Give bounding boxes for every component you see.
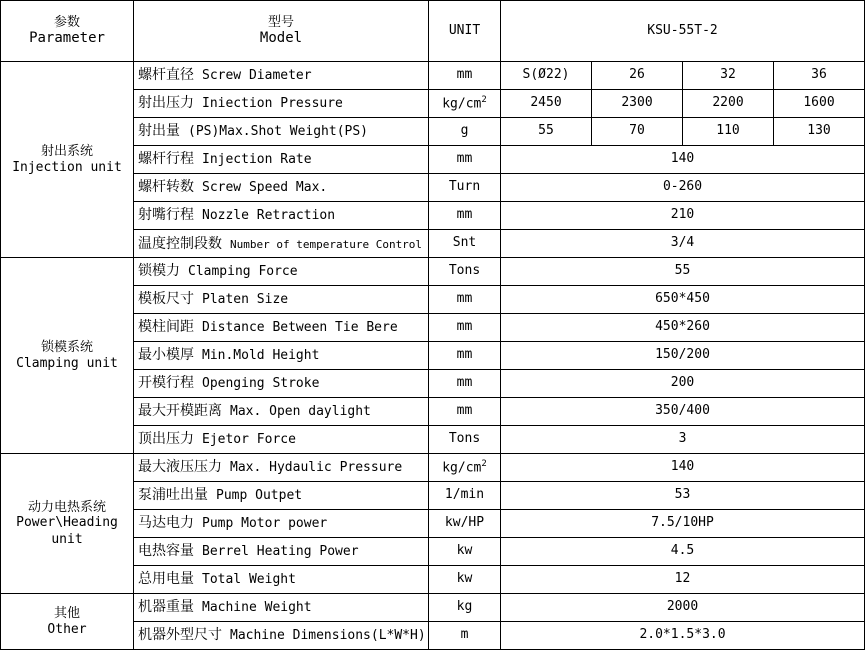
unit-temperature-control: Snt: [429, 230, 501, 258]
item-label-cn: 最大开模距离: [138, 402, 222, 419]
item-label-cn: 马达电力: [138, 514, 194, 531]
unit-nozzle-retraction: mm: [429, 202, 501, 230]
item-label-cn: 机器外型尺寸: [138, 626, 222, 643]
unit-platen-size: mm: [429, 286, 501, 314]
item-pump-motor-power: [134, 510, 429, 538]
value-injection-rate: 140: [501, 146, 865, 174]
table-header-row: [1, 1, 865, 62]
item-label-en: Clamping Force: [188, 264, 298, 280]
item-label-cn: 泵浦吐出量: [138, 486, 208, 503]
value-injection-pressure-4: 1600: [774, 90, 865, 118]
item-label-cn: 顶出压力: [138, 430, 194, 447]
value-screw-diameter-3: 32: [683, 62, 774, 90]
header-parameter: [1, 1, 134, 62]
value-screw-diameter-4: 36: [774, 62, 865, 90]
value-temperature-control: 3/4: [501, 230, 865, 258]
item-label-cn: 螺杆行程: [138, 150, 194, 167]
header-machine-model: KSU-55T-2: [501, 1, 865, 62]
unit-machine-dimensions: m: [429, 622, 501, 650]
item-label-en: Max. Hydaulic Pressure: [230, 460, 403, 476]
item-clamping-force: [134, 258, 429, 286]
item-min-mold-height: [134, 342, 429, 370]
item-label-cn: 射出量: [138, 122, 180, 139]
value-platen-size: 650*450: [501, 286, 865, 314]
group-power-heating-unit: [1, 454, 134, 594]
unit-tie-bar-distance: mm: [429, 314, 501, 342]
unit-ejector-force: Tons: [429, 426, 501, 454]
value-shot-weight-2: 70: [592, 118, 683, 146]
unit-min-mold-height: mm: [429, 342, 501, 370]
header-model: [134, 1, 429, 62]
table-row: [1, 454, 865, 482]
value-screw-speed: 0-260: [501, 174, 865, 202]
item-barrel-heating-power: [134, 538, 429, 566]
item-label-en: Pump Motor power: [202, 516, 328, 532]
item-label-cn: 电热容量: [138, 542, 194, 559]
item-label-cn: 射嘴行程: [138, 206, 194, 223]
group-clamping-unit: [1, 258, 134, 454]
unit-screw-speed: Turn: [429, 174, 501, 202]
header-model-en: Model: [259, 30, 303, 47]
value-opening-stroke: 200: [501, 370, 865, 398]
item-label-en: Ejetor Force: [202, 432, 296, 448]
value-nozzle-retraction: 210: [501, 202, 865, 230]
item-tie-bar-distance: [134, 314, 429, 342]
value-tie-bar-distance: 450*260: [501, 314, 865, 342]
item-label-en: Max. Open daylight: [230, 404, 371, 420]
unit-pump-output: 1/min: [429, 482, 501, 510]
unit-clamping-force: Tons: [429, 258, 501, 286]
group-power-heating-unit-cn: 动力电热系统: [27, 499, 106, 515]
group-other-en: Other: [47, 621, 87, 637]
table-row: [1, 258, 865, 286]
unit-machine-weight: kg: [429, 594, 501, 622]
group-other: [1, 594, 134, 650]
item-label-cn: 总用电量: [138, 570, 194, 587]
value-injection-pressure-3: 2200: [683, 90, 774, 118]
value-screw-diameter-2: 26: [592, 62, 683, 90]
item-max-open-daylight: [134, 398, 429, 426]
item-label-cn: 温度控制段数: [138, 234, 222, 251]
value-max-open-daylight: 350/400: [501, 398, 865, 426]
item-machine-dimensions: [134, 622, 429, 650]
value-max-hydraulic-pressure: 140: [501, 454, 865, 482]
header-parameter-en: Parameter: [29, 30, 105, 47]
item-label-en: Machine Weight: [202, 600, 312, 616]
item-label-cn: 开模行程: [138, 374, 194, 391]
item-label-en: Machine Dimensions(L*W*H): [230, 628, 426, 644]
unit-shot-weight: g: [429, 118, 501, 146]
group-injection-unit: [1, 62, 134, 258]
header-unit: UNIT: [429, 1, 501, 62]
item-total-weight: [134, 566, 429, 594]
group-clamping-unit-en: Clamping unit: [16, 355, 118, 371]
value-shot-weight-3: 110: [683, 118, 774, 146]
item-label-cn: 最大液压压力: [138, 458, 222, 475]
item-machine-weight: [134, 594, 429, 622]
value-injection-pressure-1: 2450: [501, 90, 592, 118]
value-injection-pressure-2: 2300: [592, 90, 683, 118]
group-clamping-unit-cn: 锁模系统: [40, 339, 93, 355]
item-label-en: Pump Outpet: [216, 488, 303, 504]
item-label-cn: 射出压力: [138, 94, 194, 111]
item-label-en: Berrel Heating Power: [202, 544, 359, 560]
group-other-cn: 其他: [53, 605, 80, 621]
item-label-en: Screw Speed Max.: [202, 180, 328, 196]
item-label-en: Screw Diameter: [202, 68, 312, 84]
item-screw-speed: [134, 174, 429, 202]
value-pump-output: 53: [501, 482, 865, 510]
item-label-en: Nozzle Retraction: [202, 208, 336, 224]
value-barrel-heating-power: 4.5: [501, 538, 865, 566]
unit-barrel-heating-power: kw: [429, 538, 501, 566]
group-injection-unit-en: Injection unit: [12, 159, 122, 175]
item-injection-rate: [134, 146, 429, 174]
unit-injection-rate: mm: [429, 146, 501, 174]
value-machine-dimensions: 2.0*1.5*3.0: [501, 622, 865, 650]
unit-injection-pressure: $kg/cm^2$: [429, 90, 501, 118]
item-platen-size: [134, 286, 429, 314]
item-label-cn: 最小模厚: [138, 346, 194, 363]
item-label-en: Number of temperature Control: [230, 237, 423, 251]
item-ejector-force: [134, 426, 429, 454]
item-temperature-control: [134, 230, 429, 258]
value-screw-diameter-1: S(Ø22): [501, 62, 592, 90]
item-label-en: (PS)Max.Shot Weight(PS): [188, 124, 369, 140]
value-total-weight: 12: [501, 566, 865, 594]
value-min-mold-height: 150/200: [501, 342, 865, 370]
item-label-en: Injection Rate: [202, 152, 312, 168]
item-nozzle-retraction: [134, 202, 429, 230]
item-label-en: Platen Size: [202, 292, 289, 308]
group-power-heating-unit-en: Power\Heading unit: [16, 515, 118, 547]
unit-total-weight: kw: [429, 566, 501, 594]
item-pump-output: [134, 482, 429, 510]
unit-opening-stroke: mm: [429, 370, 501, 398]
item-label-cn: 机器重量: [138, 598, 194, 615]
item-label-en: Distance Between Tie Bere: [202, 320, 398, 336]
item-label-cn: 锁模力: [138, 262, 180, 279]
unit-max-open-daylight: mm: [429, 398, 501, 426]
item-label-en: Total Weight: [202, 572, 296, 588]
item-label-en: Iniection Pressure: [202, 96, 343, 112]
item-label-cn: 模板尺寸: [138, 290, 194, 307]
item-max-hydraulic-pressure: [134, 454, 429, 482]
unit-screw-diameter: mm: [429, 62, 501, 90]
item-injection-pressure: [134, 90, 429, 118]
value-pump-motor-power: 7.5/10HP: [501, 510, 865, 538]
table-row: [1, 594, 865, 622]
item-label-cn: 模柱间距: [138, 318, 194, 335]
item-label-cn: 螺杆转数: [138, 178, 194, 195]
item-screw-diameter: [134, 62, 429, 90]
item-label-en: Openging Stroke: [202, 376, 320, 392]
value-shot-weight-1: 55: [501, 118, 592, 146]
value-machine-weight: 2000: [501, 594, 865, 622]
item-shot-weight: [134, 118, 429, 146]
value-ejector-force: 3: [501, 426, 865, 454]
value-clamping-force: 55: [501, 258, 865, 286]
item-label-cn: 螺杆直径: [138, 66, 194, 83]
header-parameter-cn: 参数: [53, 14, 80, 30]
value-shot-weight-4: 130: [774, 118, 865, 146]
item-opening-stroke: [134, 370, 429, 398]
unit-pump-motor-power: kw/HP: [429, 510, 501, 538]
unit-max-hydraulic-pressure: $kg/cm^2$: [429, 454, 501, 482]
group-injection-unit-cn: 射出系统: [40, 143, 93, 159]
item-label-en: Min.Mold Height: [202, 348, 320, 364]
header-model-cn: 型号: [267, 14, 294, 30]
table-row: [1, 62, 865, 90]
